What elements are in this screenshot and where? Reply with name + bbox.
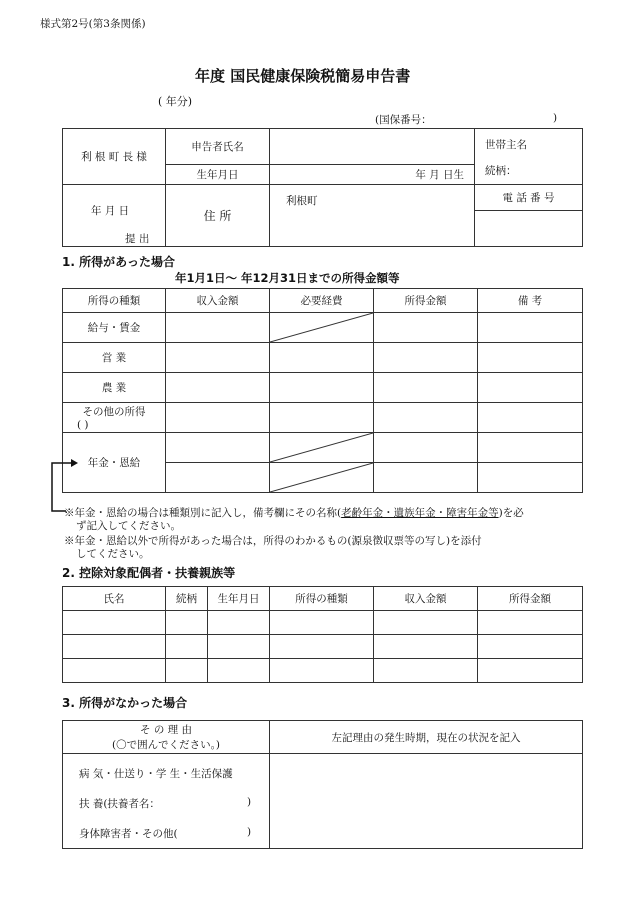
dependent-1-type-field[interactable] bbox=[270, 611, 374, 635]
submit-date-cell[interactable] bbox=[63, 185, 166, 247]
pension-remarks-field-1[interactable] bbox=[478, 433, 583, 463]
diagonal-line bbox=[270, 463, 373, 492]
col-income: 所得金額 bbox=[374, 289, 478, 313]
dependent-2-relation-field[interactable] bbox=[166, 635, 208, 659]
dependents-table bbox=[62, 586, 583, 683]
pension-label: 年金・恩給 bbox=[87, 457, 141, 469]
pension-revenue-field-2[interactable] bbox=[166, 463, 270, 493]
row-label-agriculture: 農 業 bbox=[63, 373, 166, 403]
header-table bbox=[62, 128, 583, 247]
reason-option-3-close: ) bbox=[247, 826, 252, 838]
address-label: 住 所 bbox=[203, 209, 232, 223]
submit-date-label: 年 月 日 bbox=[91, 205, 130, 217]
col-birthdate: 生年月日 bbox=[208, 587, 270, 611]
col-income-type: 所得の種類 bbox=[270, 587, 374, 611]
col-revenue: 収入金額 bbox=[166, 289, 270, 313]
pension-income-field-1[interactable] bbox=[374, 433, 478, 463]
diagonal-line bbox=[270, 313, 373, 342]
note-1-cont: ず記入してください。 bbox=[76, 520, 181, 532]
table-row bbox=[63, 659, 583, 683]
phone-label-cell bbox=[475, 185, 583, 211]
reason-options-cell bbox=[63, 754, 270, 849]
agriculture-expenses-field[interactable] bbox=[270, 373, 374, 403]
no-income-table bbox=[62, 720, 583, 849]
household-head-cell[interactable] bbox=[475, 129, 583, 185]
dependent-3-name-field[interactable] bbox=[63, 659, 166, 683]
other-expenses-field[interactable] bbox=[270, 403, 374, 433]
dependent-1-name-field[interactable] bbox=[63, 611, 166, 635]
address-value: 利根町 bbox=[286, 195, 318, 207]
col-name: 氏名 bbox=[63, 587, 166, 611]
birthdate-field[interactable] bbox=[270, 165, 475, 185]
year-suffix: ( 年分) bbox=[158, 95, 193, 108]
section3-title: 3. 所得がなかった場合 bbox=[62, 696, 188, 710]
pension-expenses-cell-2 bbox=[270, 463, 374, 493]
pension-remarks-field-2[interactable] bbox=[478, 463, 583, 493]
reason-header-cell bbox=[63, 721, 270, 754]
diagonal-line bbox=[270, 433, 373, 462]
section1-period: 年1月1日～ 年12月31日までの所得金額等 bbox=[175, 271, 400, 285]
dependent-1-relation-field[interactable] bbox=[166, 611, 208, 635]
salary-income-field[interactable] bbox=[374, 313, 478, 343]
row-label-other bbox=[63, 403, 166, 433]
agriculture-remarks-field[interactable] bbox=[478, 373, 583, 403]
agriculture-revenue-field[interactable] bbox=[166, 373, 270, 403]
row-label-salary: 給与・賃金 bbox=[63, 313, 166, 343]
applicant-name-label-cell bbox=[166, 129, 270, 165]
dependent-3-income-field[interactable] bbox=[478, 659, 583, 683]
kokuho-number-close: ) bbox=[553, 112, 558, 124]
note-1-part-b: )を必 bbox=[498, 507, 524, 519]
relation-label: 続柄： bbox=[485, 165, 517, 177]
salary-remarks-field[interactable] bbox=[478, 313, 583, 343]
other-income-paren: ( ) bbox=[77, 419, 89, 431]
income-table bbox=[62, 288, 583, 493]
kokuho-number-label: (国保番号： bbox=[375, 114, 432, 126]
dependent-2-revenue-field[interactable] bbox=[374, 635, 478, 659]
form-code: 様式第2号(第3条関係) bbox=[40, 18, 146, 30]
dependent-2-birthdate-field[interactable] bbox=[208, 635, 270, 659]
col-revenue: 収入金額 bbox=[374, 587, 478, 611]
other-remarks-field[interactable] bbox=[478, 403, 583, 433]
note-1-underlined: 老齢年金・遺族年金・障害年金等 bbox=[341, 507, 499, 519]
situation-header: 左記理由の発生時期，現在の状況を記入 bbox=[331, 731, 521, 744]
situation-field[interactable] bbox=[270, 754, 583, 849]
addressee: 利 根 町 長 様 bbox=[81, 151, 147, 163]
dependent-3-type-field[interactable] bbox=[270, 659, 374, 683]
dependent-3-revenue-field[interactable] bbox=[374, 659, 478, 683]
row-label-business: 営 業 bbox=[63, 343, 166, 373]
reason-option-3[interactable]: 身体障害者・その他( bbox=[79, 828, 178, 840]
table-row bbox=[63, 343, 583, 373]
dependent-2-income-field[interactable] bbox=[478, 635, 583, 659]
business-income-field[interactable] bbox=[374, 343, 478, 373]
business-revenue-field[interactable] bbox=[166, 343, 270, 373]
col-expenses: 必要経費 bbox=[270, 289, 374, 313]
business-remarks-field[interactable] bbox=[478, 343, 583, 373]
agriculture-income-field[interactable] bbox=[374, 373, 478, 403]
table-row bbox=[63, 313, 583, 343]
table-row bbox=[63, 403, 583, 433]
other-revenue-field[interactable] bbox=[166, 403, 270, 433]
pension-expenses-cell-1 bbox=[270, 433, 374, 463]
household-head-label: 世帯主名 bbox=[485, 139, 527, 151]
dependent-1-income-field[interactable] bbox=[478, 611, 583, 635]
submitted-label: 提 出 bbox=[125, 233, 150, 245]
salary-revenue-field[interactable] bbox=[166, 313, 270, 343]
col-relation: 続柄 bbox=[166, 587, 208, 611]
birthdate-format: 年 月 日生 bbox=[415, 169, 464, 181]
pension-income-field-2[interactable] bbox=[374, 463, 478, 493]
reason-hint: (〇で囲んでください。) bbox=[112, 739, 220, 751]
section1-title: 1. 所得があった場合 bbox=[62, 255, 175, 269]
dependent-1-birthdate-field[interactable] bbox=[208, 611, 270, 635]
phone-field[interactable] bbox=[475, 211, 583, 247]
dependent-3-birthdate-field[interactable] bbox=[208, 659, 270, 683]
reason-label: そ の 理 由 bbox=[139, 724, 192, 736]
table-row bbox=[63, 433, 583, 463]
table-row bbox=[63, 373, 583, 403]
applicant-name-field[interactable] bbox=[270, 129, 475, 165]
addressee-cell bbox=[63, 129, 166, 185]
page-title: 年度 国民健康保険税簡易申告書 bbox=[195, 67, 411, 85]
note-2: ※年金・恩給以外で所得があった場合は，所得のわかるもの(源泉徴収票等の写し)を添付 bbox=[64, 535, 482, 547]
address-field[interactable] bbox=[270, 185, 475, 247]
col-income-type: 所得の種類 bbox=[63, 289, 166, 313]
dependent-3-relation-field[interactable] bbox=[166, 659, 208, 683]
phone-label: 電 話 番 号 bbox=[502, 192, 555, 204]
reason-option-2-close: ) bbox=[247, 796, 252, 808]
pension-revenue-field-1[interactable] bbox=[166, 433, 270, 463]
address-label-cell bbox=[166, 185, 270, 247]
birthdate-label: 生年月日 bbox=[196, 169, 239, 181]
section2-title: 2. 控除対象配偶者・扶養親族等 bbox=[62, 566, 236, 580]
reason-option-1[interactable]: 病 気・仕送り・学 生・生活保護 bbox=[79, 768, 233, 780]
birthdate-label-cell bbox=[166, 165, 270, 185]
note-2-cont: してください。 bbox=[76, 548, 150, 560]
table-row bbox=[63, 611, 583, 635]
dependent-2-type-field[interactable] bbox=[270, 635, 374, 659]
table-row bbox=[63, 635, 583, 659]
col-remarks: 備 考 bbox=[478, 289, 583, 313]
situation-header-cell bbox=[270, 721, 583, 754]
dependent-2-name-field[interactable] bbox=[63, 635, 166, 659]
reason-option-2[interactable]: 扶 養(扶養者名： bbox=[79, 798, 160, 810]
applicant-name-label: 申告者氏名 bbox=[191, 141, 244, 153]
other-income-field[interactable] bbox=[374, 403, 478, 433]
salary-expenses-cell bbox=[270, 313, 374, 343]
note-1-part-a: ※年金・恩給の場合は種類別に記入し，備考欄にその名称( bbox=[64, 507, 342, 519]
other-income-label: その他の所得 bbox=[82, 406, 146, 418]
dependent-1-revenue-field[interactable] bbox=[374, 611, 478, 635]
business-expenses-field[interactable] bbox=[270, 343, 374, 373]
col-income: 所得金額 bbox=[478, 587, 583, 611]
